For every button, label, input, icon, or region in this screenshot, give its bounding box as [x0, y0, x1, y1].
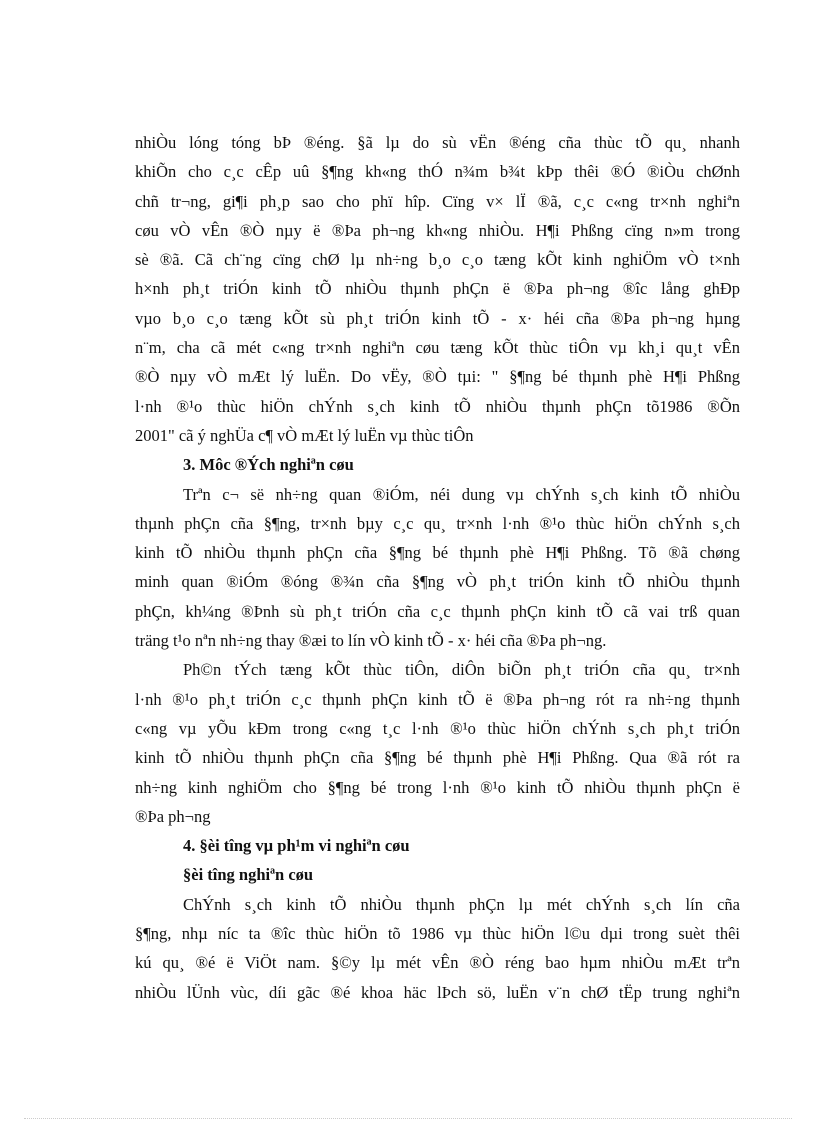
text-line: sè ®ã. Cã ch¨ng cïng chØ lµ nh÷ng b¸o c¸o tæng kÕt kinh nghiÖm vÒ t×nh [135, 250, 740, 270]
text-line: §¶ng, nhµ níc ta ®îc thùc hiÖn tõ 1986 vµ thùc hiÖn l©u dµi trong suèt thêi [135, 924, 740, 944]
text-line: h×nh ph¸t triÓn kinh tÕ nhiÒu thµnh phÇn ë ®Þa ph¬ng ®îc lång ghÐp [135, 279, 740, 299]
text-line: n¨m, cha cã mét c«ng tr×nh nghiªn cøu tæng kÕt thùc tiÔn vµ kh¸i qu¸t vÊn [135, 338, 740, 358]
text-line: ChÝnh s¸ch kinh tÕ nhiÒu thµnh phÇn lµ mét chÝnh s¸ch lín cña [183, 894, 740, 914]
text-line: kinh tÕ nhiÒu thµnh phÇn cña §¶ng bé thµnh phè H¶i Phßng. Qua ®ã rót ra [135, 748, 740, 768]
text-line: cøu vÒ vÊn ®Ò nµy ë ®Þa ph¬ng kh«ng nhiÒu. H¶i Phßng cïng n»m trong [135, 220, 740, 240]
section-heading-purpose: 3. Môc ®Ých nghiªn cøu [183, 455, 354, 475]
text-line: khiÕn cho c¸c cÊp uû §¶ng kh«ng thÓ n¾m b¾t kÞp thêi ®Ó ®iÒu chØnh [135, 162, 740, 182]
text-line: l·nh ®¹o thùc hiÖn chÝnh s¸ch kinh tÕ nhiÒu thµnh phÇn tõ1986 ®Õn [135, 396, 740, 416]
paragraph-2 [135, 480, 740, 656]
text-line: phÇn, kh¼ng ®Þnh sù ph¸t triÓn cña c¸c thµnh phÇn kinh tÕ cã vai trß quan [135, 601, 740, 621]
paragraph-1 [135, 128, 740, 450]
page-bottom-divider [24, 1118, 792, 1119]
text-line: kú qu¸ ®é ë ViÖt nam. §©y lµ mét vÊn ®Ò réng bao hµm nhiÒu mÆt trªn [135, 953, 740, 973]
text-line: träng t¹o nªn nh÷ng thay ®æi to lín vÒ kinh tÕ - x· héi cña ®Þa ph¬ng. [135, 631, 607, 651]
subheading-subject: §èi tîng nghiªn cøu [183, 865, 314, 885]
text-line: 2001" cã ý nghÜa c¶ vÒ mÆt lý luËn vµ thùc tiÔn [135, 425, 474, 445]
text-line: thµnh phÇn cña §¶ng, tr×nh bµy c¸c qu¸ tr×nh l·nh ®¹o thùc hiÖn chÝnh s¸ch [135, 513, 740, 533]
text-line: ®Ò nµy vÒ mÆt lý luËn. Do vËy, ®Ò tµi: " §¶ng bé thµnh phè H¶i Phßng [135, 367, 740, 387]
document-page [135, 128, 740, 1007]
text-line: l·nh ®¹o ph¸t triÓn c¸c thµnh phÇn kinh tÕ ë ®Þa ph¬ng rót ra nh÷ng thµnh [135, 689, 740, 709]
text-line: Trªn c¬ së nh÷ng quan ®iÓm, néi dung vµ chÝnh s¸ch kinh tÕ nhiÒu [183, 484, 740, 504]
text-line: chñ tr¬ng, gi¶i ph¸p sao cho phï hîp. Cïng v× lÏ ®ã, c¸c c«ng tr×nh nghiªn [135, 191, 740, 211]
text-line: kinh tÕ nhiÒu thµnh phÇn cña §¶ng bé thµnh phè H¶i Phßng. Tõ ®ã chøng [135, 543, 740, 563]
paragraph-4 [135, 890, 740, 1007]
section-heading-scope: 4. §èi tîng vµ ph¹m vi nghiªn cøu [183, 836, 410, 856]
text-line: ®Þa ph¬ng [135, 806, 211, 826]
text-line: Ph©n tÝch tæng kÕt thùc tiÔn, diÔn biÕn ph¸t triÓn cña qu¸ tr×nh [183, 660, 740, 680]
text-line: nh÷ng kinh nghiÖm cho §¶ng bé trong l·nh ®¹o kinh tÕ nhiÒu thµnh phÇn ë [135, 777, 740, 797]
text-line: minh quan ®iÓm ®óng ®¾n cña §¶ng vÒ ph¸t triÓn kinh tÕ nhiÒu thµnh [135, 572, 740, 592]
text-line: c«ng vµ yÕu kÐm trong c«ng t¸c l·nh ®¹o thùc hiÖn chÝnh s¸ch ph¸t triÓn [135, 718, 740, 738]
text-line: nhiÒu lÜnh vùc, díi gãc ®é khoa häc lÞch sö, luËn v¨n chØ tËp trung nghiªn [135, 982, 740, 1002]
text-line: vµo b¸o c¸o tæng kÕt sù ph¸t triÓn kinh tÕ - x· héi cña ®Þa ph¬ng hµng [135, 308, 740, 328]
paragraph-3 [135, 655, 740, 831]
text-line: nhiÒu lóng tóng bÞ ®éng. §ã lµ do sù vËn ®éng cña thùc tÕ qu¸ nhanh [135, 133, 740, 152]
